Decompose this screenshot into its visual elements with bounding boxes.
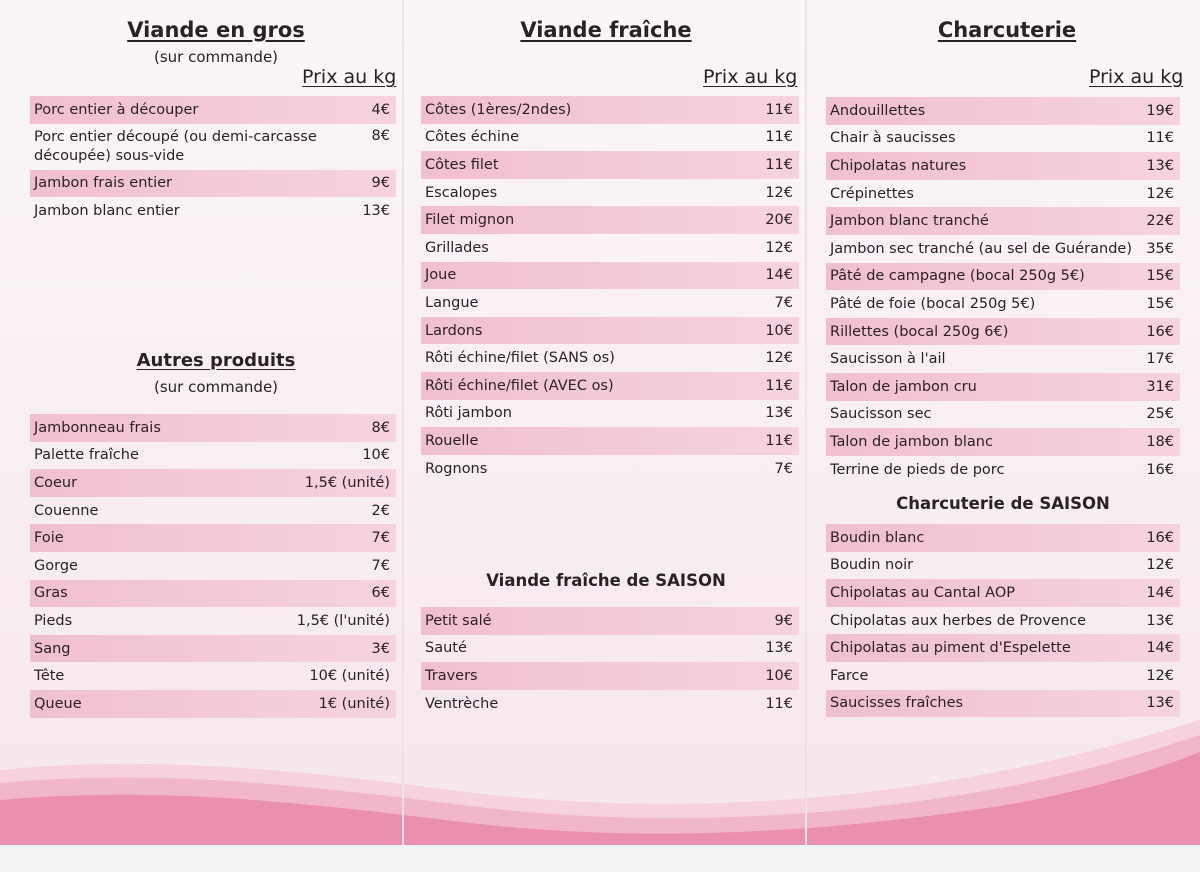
- price-header: Prix au kg: [302, 66, 397, 88]
- item-price: 12€: [1146, 557, 1174, 574]
- section-title: Autres produits: [136, 350, 296, 371]
- list-item: [421, 151, 799, 179]
- item-name: Saucisson sec: [830, 406, 932, 423]
- list-item: [421, 317, 799, 345]
- item-name: Saucisson à l'ail: [830, 351, 946, 368]
- item-price: 3€: [371, 640, 390, 657]
- item-price: 19€: [1146, 102, 1174, 119]
- list-item: [30, 690, 396, 718]
- list-item: [826, 235, 1180, 263]
- section-title: Charcuterie de SAISON: [896, 494, 1110, 513]
- list-item: [30, 524, 396, 552]
- section-title: Viande fraîche de SAISON: [486, 571, 726, 590]
- item-price: 10€: [765, 667, 793, 684]
- item-price: 11€: [765, 695, 793, 712]
- list-item: [826, 456, 1180, 484]
- item-price: 35€: [1146, 240, 1174, 257]
- item-name: Lardons: [425, 322, 483, 339]
- item-price: 10€: [362, 447, 390, 464]
- item-price: 11€: [765, 432, 793, 449]
- item-name: Escalopes: [425, 184, 498, 201]
- list-item: [826, 152, 1180, 180]
- item-price: 15€: [1146, 268, 1174, 285]
- item-price: 22€: [1146, 213, 1174, 230]
- item-name: Jambon blanc entier: [34, 202, 180, 219]
- list-item: [30, 197, 396, 225]
- list-item: [826, 552, 1180, 580]
- item-price: 13€: [362, 202, 390, 219]
- list-item: [826, 634, 1180, 662]
- charcuterie-season-list: [826, 524, 1180, 717]
- list-item: [421, 344, 799, 372]
- item-price: 6€: [371, 585, 390, 602]
- list-item: [30, 442, 396, 470]
- item-name: Jambonneau frais: [34, 419, 161, 436]
- item-price: 1€ (unité): [318, 695, 390, 712]
- list-item: [826, 180, 1180, 208]
- item-price: 4€: [371, 101, 390, 118]
- list-item: [30, 414, 396, 442]
- item-name: Porc entier découpé (ou demi-carcasse découpée) sous-vide: [34, 128, 317, 164]
- item-name: Talon de jambon cru: [830, 378, 977, 395]
- item-name: Queue: [34, 695, 82, 712]
- item-price: 14€: [1146, 584, 1174, 601]
- item-price: 7€: [371, 557, 390, 574]
- item-price: 7€: [371, 530, 390, 547]
- item-name: Chipolatas aux herbes de Provence: [830, 612, 1087, 629]
- panel-title: Viande en gros: [127, 18, 305, 42]
- item-price: 16€: [1146, 529, 1174, 546]
- panel-title: Charcuterie: [937, 18, 1077, 42]
- item-name: Boudin blanc: [830, 529, 925, 546]
- list-item: [826, 662, 1180, 690]
- panel-title: Viande fraîche: [520, 18, 692, 42]
- list-item: [826, 524, 1180, 552]
- item-name: Ventrèche: [425, 695, 499, 712]
- item-name: Tête: [34, 668, 65, 685]
- list-item: [421, 400, 799, 428]
- list-item: [421, 96, 799, 124]
- item-name: Côtes filet: [425, 156, 499, 173]
- price-header: Prix au kg: [1089, 66, 1184, 88]
- item-name: Grillades: [425, 239, 489, 256]
- item-name: Palette fraîche: [34, 447, 139, 464]
- item-name: Andouillettes: [830, 102, 926, 119]
- list-item: [30, 607, 396, 635]
- list-item: [826, 401, 1180, 429]
- item-name: Chair à saucisses: [830, 130, 956, 147]
- list-item: [826, 428, 1180, 456]
- item-name: Porc entier à découper: [34, 101, 199, 118]
- item-price: 10€ (unité): [309, 668, 390, 685]
- list-item: [421, 206, 799, 234]
- item-name: Pâté de campagne (bocal 250g 5€): [830, 268, 1085, 285]
- item-price: 13€: [1146, 695, 1174, 712]
- item-name: Rôti jambon: [425, 405, 512, 422]
- fold-line-right: [805, 0, 807, 845]
- item-name: Crépinettes: [830, 185, 914, 202]
- item-name: Coeur: [34, 474, 78, 491]
- list-item: [421, 662, 799, 690]
- list-item: [421, 372, 799, 400]
- item-price: 11€: [765, 101, 793, 118]
- list-item: [826, 207, 1180, 235]
- item-price: 10€: [765, 322, 793, 339]
- charcuterie-list: [826, 97, 1180, 483]
- list-item: [826, 290, 1180, 318]
- item-price: 1,5€ (l'unité): [296, 612, 390, 629]
- list-item: [421, 607, 799, 635]
- item-name: Chipolatas au piment d'Espelette: [830, 640, 1071, 657]
- item-name: Farce: [830, 667, 869, 684]
- list-item: [421, 427, 799, 455]
- list-item: [421, 289, 799, 317]
- item-name: Sauté: [425, 640, 467, 657]
- item-price: 17€: [1146, 351, 1174, 368]
- list-item: [826, 125, 1180, 153]
- list-item: [826, 97, 1180, 125]
- item-name: Saucisses fraîches: [830, 695, 964, 712]
- item-name: Gras: [34, 585, 68, 602]
- scan-margin: [0, 845, 1200, 872]
- list-item: [421, 234, 799, 262]
- item-name: Jambon frais entier: [34, 175, 173, 192]
- item-price: 11€: [765, 377, 793, 394]
- item-price: 12€: [1146, 667, 1174, 684]
- item-name: Jambon sec tranché (au sel de Guérande): [830, 240, 1132, 257]
- item-price: 31€: [1146, 378, 1174, 395]
- list-item: [826, 373, 1180, 401]
- item-name: Petit salé: [425, 612, 492, 629]
- fold-line-left: [402, 0, 404, 845]
- wholesale-list: [30, 96, 396, 225]
- item-name: Rôti échine/filet (AVEC os): [425, 377, 614, 394]
- item-price: 16€: [1146, 323, 1174, 340]
- item-price: 13€: [765, 640, 793, 657]
- list-item: [826, 607, 1180, 635]
- item-price: 1,5€ (unité): [304, 474, 390, 491]
- item-name: Pâté de foie (bocal 250g 5€): [830, 295, 1036, 312]
- list-item: [826, 263, 1180, 291]
- item-name: Joue: [425, 267, 457, 284]
- item-name: Foie: [34, 530, 64, 547]
- item-name: Gorge: [34, 557, 78, 574]
- list-item: [30, 96, 396, 124]
- list-item: [421, 455, 799, 483]
- item-name: Travers: [425, 667, 478, 684]
- item-price: 12€: [765, 239, 793, 256]
- item-name: Filet mignon: [425, 212, 515, 229]
- item-name: Sang: [34, 640, 71, 657]
- item-name: Chipolatas au Cantal AOP: [830, 584, 1015, 601]
- item-name: Rillettes (bocal 250g 6€): [830, 323, 1009, 340]
- item-name: Côtes (1ères/2ndes): [425, 101, 572, 118]
- list-item: [30, 580, 396, 608]
- item-price: 9€: [371, 175, 390, 192]
- item-price: 14€: [765, 267, 793, 284]
- item-price: 18€: [1146, 433, 1174, 450]
- item-price: 7€: [774, 460, 793, 477]
- list-item: [30, 497, 396, 525]
- list-item: [826, 345, 1180, 373]
- list-item: [30, 552, 396, 580]
- other-products-list: [30, 414, 396, 718]
- section-subtitle: (sur commande): [153, 378, 279, 396]
- item-price: 8€: [371, 419, 390, 436]
- list-item: [30, 635, 396, 663]
- item-price: 13€: [1146, 157, 1174, 174]
- item-price: 16€: [1146, 461, 1174, 478]
- item-price: 13€: [1146, 612, 1174, 629]
- list-item: [30, 124, 396, 170]
- list-item: [421, 124, 799, 152]
- item-name: Rognons: [425, 460, 488, 477]
- list-item: [421, 179, 799, 207]
- item-name: Jambon blanc tranché: [830, 213, 989, 230]
- item-price: 20€: [765, 212, 793, 229]
- item-name: Talon de jambon blanc: [830, 433, 993, 450]
- item-name: Boudin noir: [830, 557, 914, 574]
- item-price: 12€: [765, 184, 793, 201]
- list-item: [30, 469, 396, 497]
- item-price: 11€: [765, 156, 793, 173]
- item-name: Rouelle: [425, 432, 479, 449]
- item-price: 11€: [765, 129, 793, 146]
- item-name: Chipolatas natures: [830, 157, 967, 174]
- list-item: [826, 690, 1180, 718]
- list-item: [30, 170, 396, 198]
- item-price: 7€: [774, 294, 793, 311]
- item-price: 12€: [1146, 185, 1174, 202]
- item-price: 12€: [765, 350, 793, 367]
- item-price: 9€: [774, 612, 793, 629]
- item-name: Terrine de pieds de porc: [830, 461, 1005, 478]
- fresh-meat-list: [421, 96, 799, 482]
- item-price: 15€: [1146, 295, 1174, 312]
- item-price: 25€: [1146, 406, 1174, 423]
- item-name: Côtes échine: [425, 129, 519, 146]
- item-name: Couenne: [34, 502, 99, 519]
- list-item: [826, 318, 1180, 346]
- list-item: [30, 662, 396, 690]
- list-item: [421, 262, 799, 290]
- list-item: [421, 690, 799, 718]
- item-price: 11€: [1146, 130, 1174, 147]
- item-price: 8€: [371, 127, 390, 144]
- list-item: [826, 579, 1180, 607]
- item-price: 13€: [765, 405, 793, 422]
- panel-subtitle: (sur commande): [153, 48, 279, 66]
- item-name: Rôti échine/filet (SANS os): [425, 350, 615, 367]
- item-price: 14€: [1146, 640, 1174, 657]
- item-price: 2€: [371, 502, 390, 519]
- list-item: [421, 635, 799, 663]
- item-name: Langue: [425, 294, 479, 311]
- price-header: Prix au kg: [703, 66, 798, 88]
- item-name: Pieds: [34, 612, 73, 629]
- fresh-season-list: [421, 607, 799, 717]
